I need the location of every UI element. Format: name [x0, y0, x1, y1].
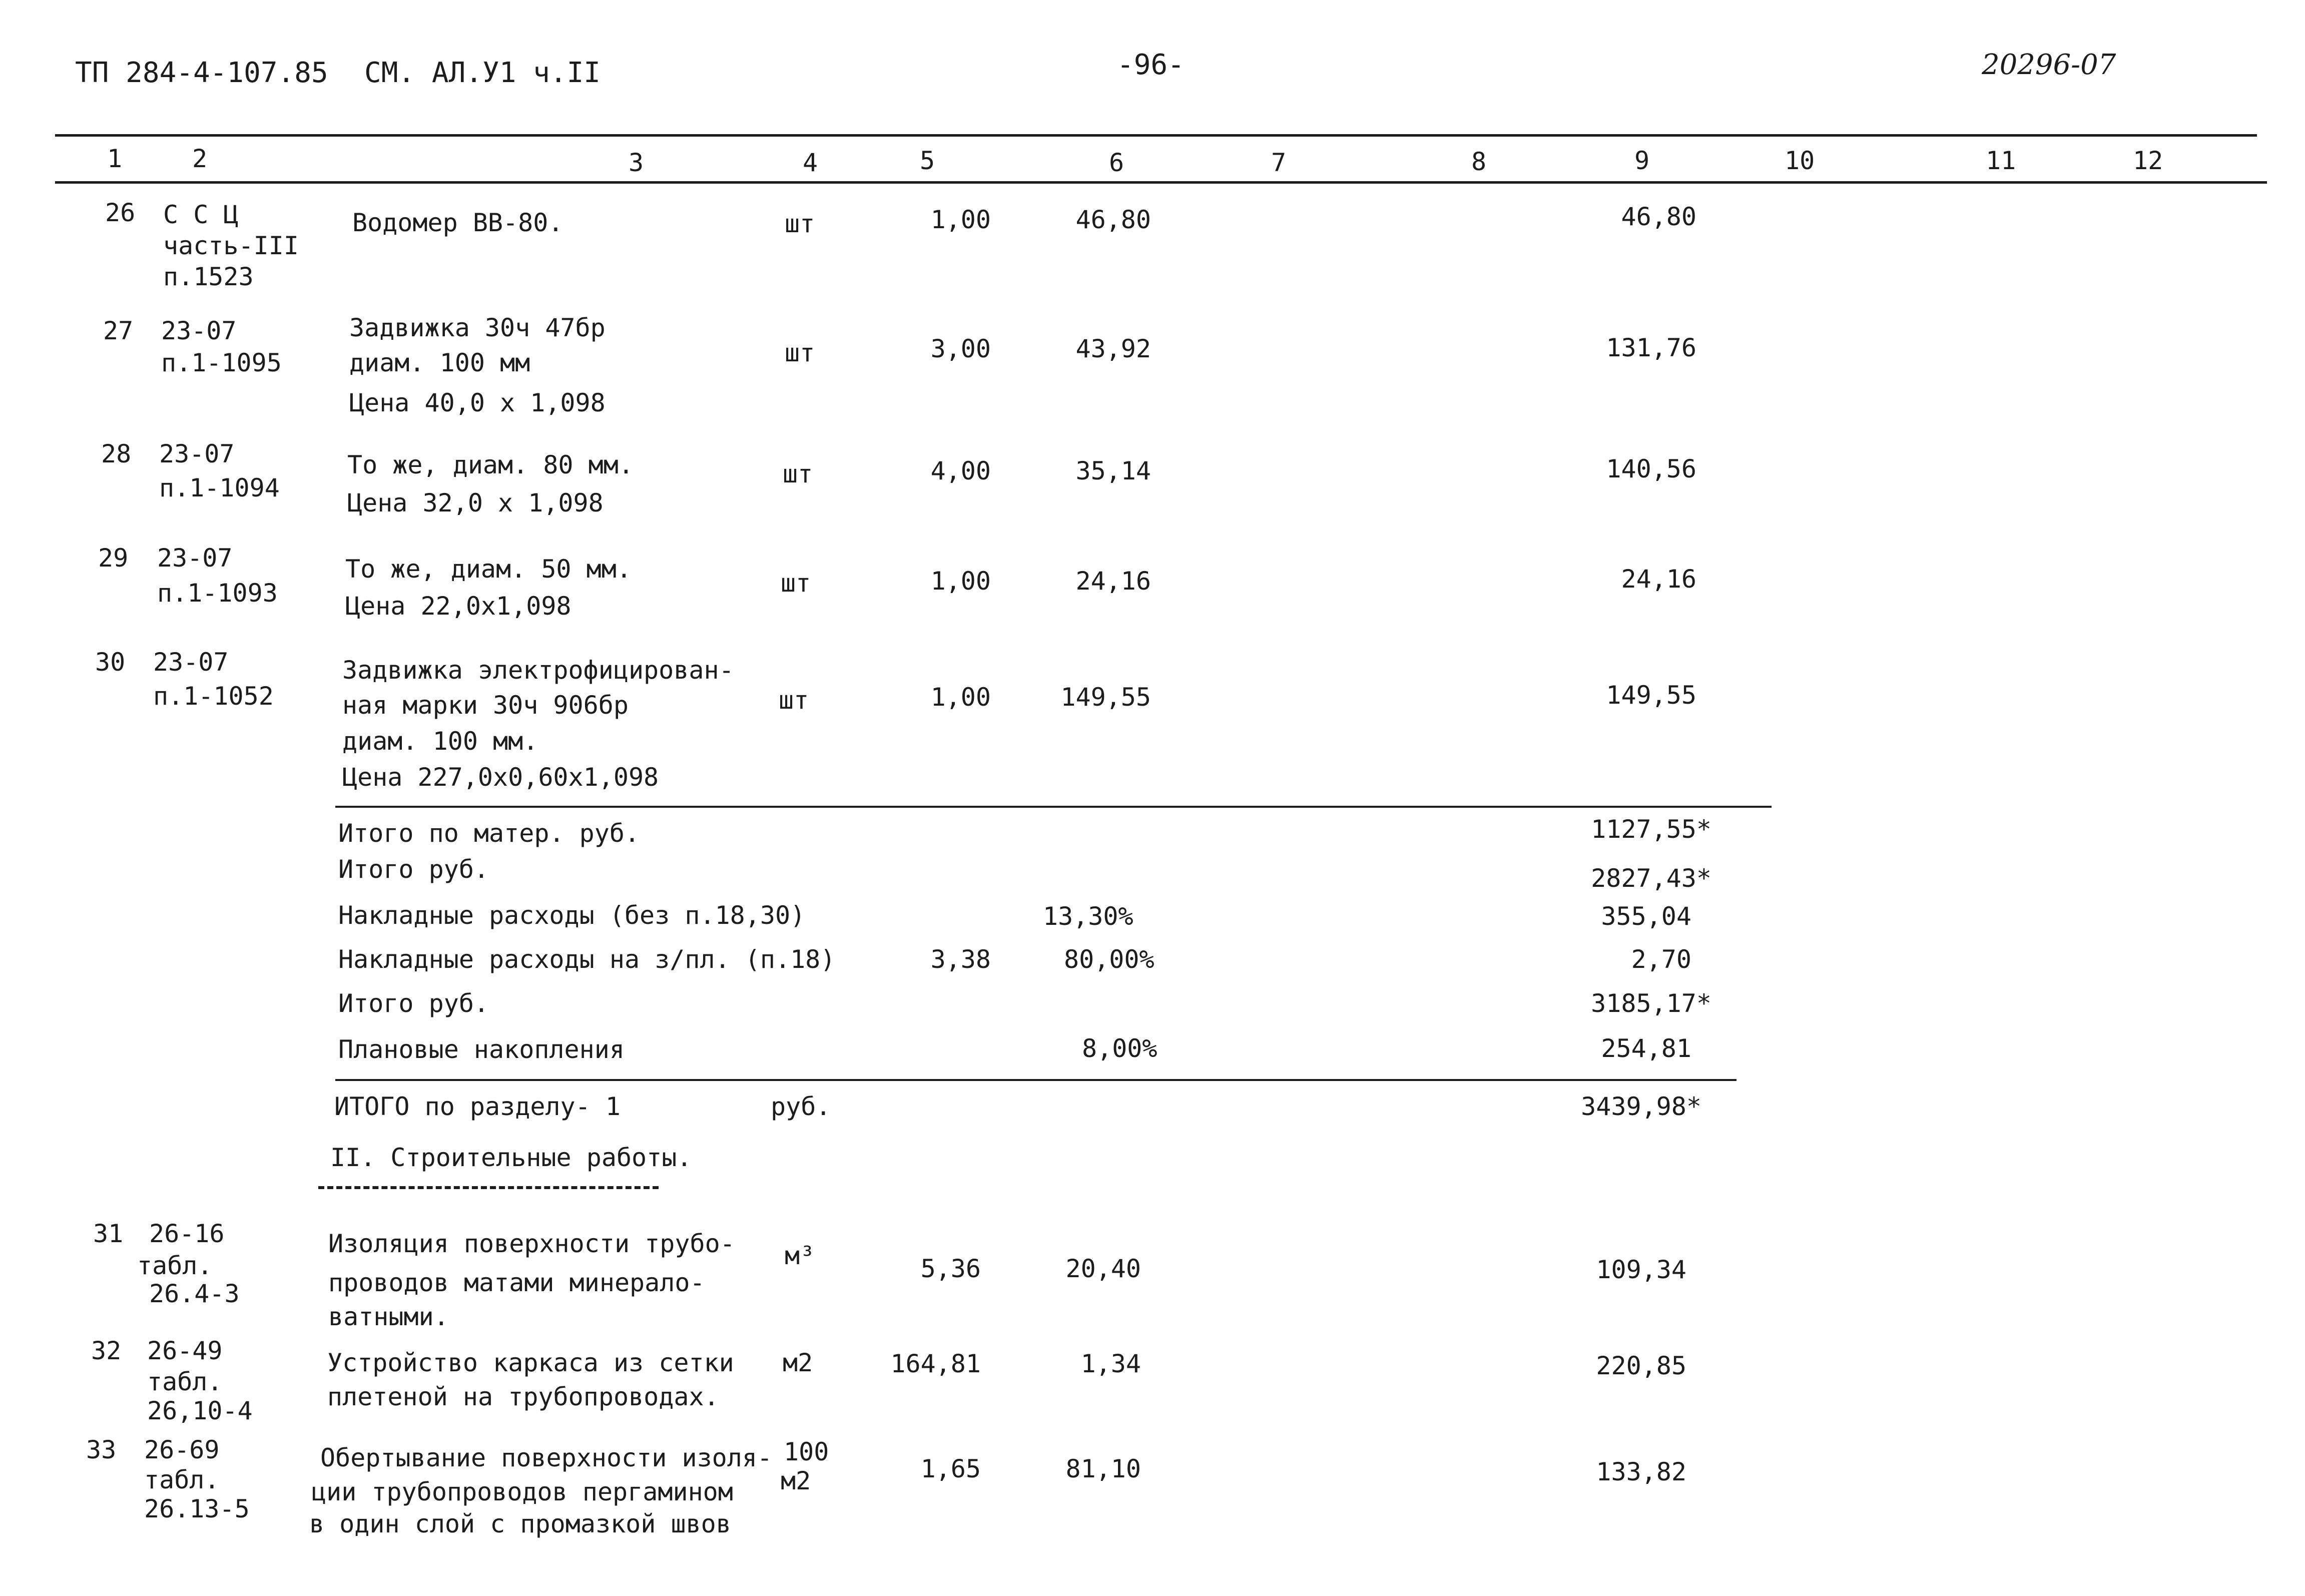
summary-total: 254,81 [1601, 1034, 1691, 1063]
column-header: 10 [1785, 146, 1815, 175]
row-code: 23-07 [159, 439, 235, 468]
column-header: 11 [1986, 146, 2016, 175]
summary-label: Итого руб. [338, 989, 489, 1018]
row-code: часть-III [163, 231, 299, 260]
row-code: 23-07 [153, 648, 229, 677]
summary-total: 1127,55* [1591, 815, 1711, 844]
row-number: 33 [86, 1435, 117, 1464]
row-quantity: 1,00 [930, 205, 991, 234]
row-description: ная марки 30ч 906бр [342, 691, 629, 720]
row-total: 24,16 [1621, 565, 1696, 594]
row-quantity: 4,00 [930, 456, 991, 485]
summary-total: 2827,43* [1591, 864, 1711, 893]
row-quantity: 1,00 [930, 683, 991, 712]
row-code: С С Ц [163, 200, 239, 229]
section-title-underline [318, 1186, 659, 1189]
row-code: п.1-1095 [161, 348, 282, 377]
doc-code: ТП 284-4-107.85 [75, 57, 328, 89]
row-description: в один слой с промазкой швов [309, 1509, 731, 1538]
column-header: 4 [803, 148, 818, 177]
row-description: ции трубопроводов пергамином [311, 1477, 733, 1506]
row-description: диам. 100 мм [349, 348, 530, 377]
column-header: 2 [192, 144, 208, 173]
row-description: Задвижка 30ч 47бр [349, 313, 606, 342]
row-description: Цена 22,0х1,098 [345, 592, 571, 621]
row-unit: шт [783, 459, 813, 488]
row-description: диам. 100 мм. [342, 727, 538, 756]
row-description: Цена 40,0 х 1,098 [349, 388, 606, 417]
row-code: п.1-1094 [159, 473, 280, 502]
summary-total: 3185,17* [1591, 989, 1711, 1018]
row-number: 31 [93, 1219, 124, 1248]
row-quantity: 164,81 [890, 1349, 981, 1378]
row-unit: м2 [781, 1466, 811, 1495]
row-price: 35,14 [1075, 456, 1151, 485]
column-header: 6 [1109, 148, 1124, 177]
row-price: 149,55 [1060, 683, 1151, 712]
row-description: проводов матами минерало- [328, 1268, 705, 1297]
section-total-value: 3439,98* [1581, 1092, 1701, 1121]
row-description: плетеной на трубопроводах. [327, 1382, 719, 1411]
row-code: табл. [144, 1465, 220, 1494]
summary-percent: 8,00% [1082, 1034, 1158, 1063]
row-total: 149,55 [1606, 681, 1696, 710]
column-header: 1 [107, 144, 123, 173]
summary-label: Накладные расходы (без п.18,30) [338, 901, 806, 930]
summary-label: Плановые накопления [338, 1035, 625, 1064]
row-number: 27 [103, 316, 134, 345]
row-price: 1,34 [1080, 1349, 1141, 1378]
row-code: табл. [137, 1251, 213, 1280]
doc-number: 20296-07 [1982, 49, 2116, 81]
row-quantity: 1,65 [920, 1454, 981, 1483]
section-total-unit: руб. [771, 1092, 831, 1121]
row-number: 26 [105, 198, 136, 227]
row-total: 220,85 [1596, 1351, 1686, 1380]
row-description: Обертывание поверхности изоля- [320, 1443, 773, 1472]
section-title: II. Строительные работы. [330, 1143, 692, 1172]
row-total: 109,34 [1596, 1255, 1686, 1284]
row-description: ватными. [328, 1302, 449, 1331]
summary-percent: 80,00% [1064, 945, 1155, 974]
row-code: 26-49 [147, 1336, 223, 1365]
row-number: 32 [91, 1336, 122, 1365]
row-total: 133,82 [1596, 1457, 1686, 1486]
row-price: 20,40 [1065, 1254, 1141, 1283]
summary-label: Итого по матер. руб. [338, 819, 640, 848]
row-description: То же, диам. 80 мм. [347, 450, 634, 479]
row-unit: шт [785, 209, 815, 238]
header-bottom-rule [55, 181, 2267, 184]
row-code: табл. [147, 1367, 223, 1396]
row-code: п.1-1093 [157, 579, 278, 608]
row-unit: шт [785, 338, 815, 367]
column-header: 5 [920, 146, 935, 175]
row-total: 46,80 [1621, 202, 1696, 231]
row-unit: 100 [784, 1437, 829, 1466]
summary-label: Накладные расходы на з/пл. (п.18) [338, 945, 836, 974]
row-unit: шт [781, 569, 811, 598]
row-code: п.1-1052 [153, 682, 274, 711]
row-number: 28 [101, 439, 132, 468]
row-price: 24,16 [1075, 567, 1151, 596]
row-quantity: 1,00 [930, 567, 991, 596]
row-number: 29 [98, 544, 129, 573]
row-unit: м2 [783, 1348, 813, 1377]
row-unit: шт [779, 686, 809, 715]
row-price: 43,92 [1075, 334, 1151, 363]
row-price: 81,10 [1065, 1454, 1141, 1483]
row-quantity: 3,00 [930, 334, 991, 363]
row-unit: м³ [785, 1241, 815, 1270]
summary-total: 355,04 [1601, 902, 1691, 931]
doc-ref: СМ. АЛ.У1 ч.II [364, 57, 601, 89]
page-number: -96- [1117, 49, 1185, 81]
row-number: 30 [95, 648, 126, 677]
column-header: 3 [629, 148, 644, 177]
section-total-label: ИТОГО по разделу- 1 [334, 1092, 621, 1121]
row-code: 26.4-3 [149, 1279, 240, 1308]
row-code: 26.13-5 [144, 1494, 250, 1523]
row-total: 131,76 [1606, 333, 1696, 362]
summary-label: Итого руб. [338, 855, 489, 884]
row-code: 23-07 [161, 316, 237, 345]
row-description: Водомер ВВ-80. [352, 208, 563, 237]
row-code: 26-69 [144, 1435, 220, 1464]
header-top-rule [55, 134, 2257, 137]
row-total: 140,56 [1606, 454, 1696, 483]
summary-percent: 13,30% [1043, 902, 1133, 931]
column-header: 7 [1271, 148, 1287, 177]
column-header: 12 [2133, 146, 2163, 175]
summary-base: 3,38 [930, 945, 991, 974]
summary-top-rule [335, 806, 1772, 808]
summary-total: 2,70 [1631, 945, 1691, 974]
row-description: Изоляция поверхности трубо- [328, 1229, 735, 1258]
row-quantity: 5,36 [920, 1254, 981, 1283]
column-header: 8 [1471, 147, 1487, 176]
row-description: Устройство каркаса из сетки [327, 1348, 734, 1377]
row-description: То же, диам. 50 мм. [345, 555, 632, 584]
row-code: 23-07 [157, 544, 233, 573]
row-description: Цена 227,0х0,60х1,098 [342, 763, 659, 792]
summary-bottom-rule [335, 1079, 1737, 1081]
row-code: 26,10-4 [147, 1396, 253, 1425]
row-code: 26-16 [149, 1219, 225, 1248]
row-price: 46,80 [1075, 205, 1151, 234]
row-description: Цена 32,0 х 1,098 [347, 488, 604, 517]
row-code: п.1523 [163, 262, 254, 291]
column-header: 9 [1634, 146, 1650, 175]
row-description: Задвижка электрофицирован- [342, 656, 734, 685]
